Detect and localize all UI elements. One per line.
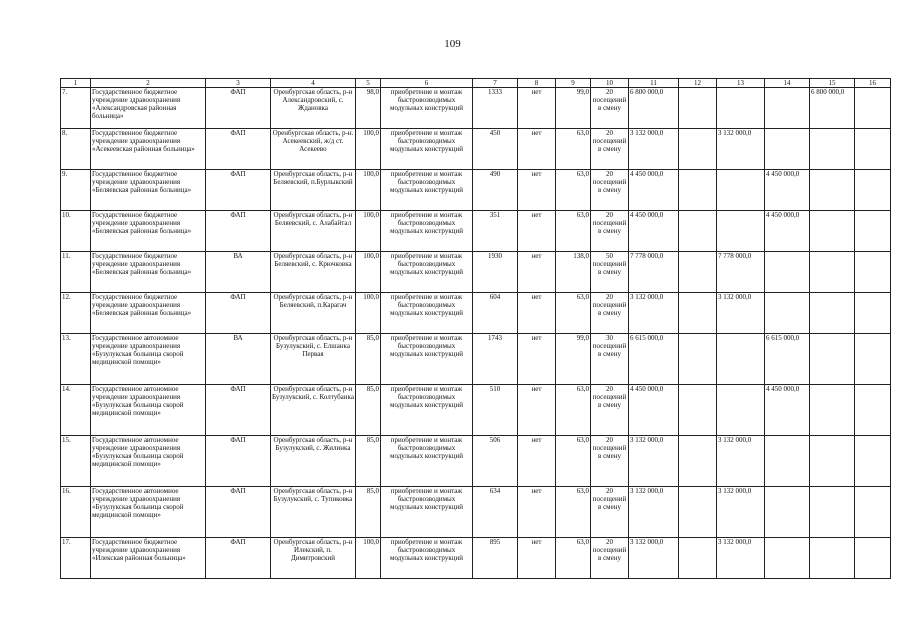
column-number-13: 13 (717, 79, 765, 88)
facility-type-cell: ФАП (206, 88, 271, 129)
col15-amount-cell: 6 800 000,0 (810, 88, 855, 129)
row-number: 16. (61, 487, 91, 538)
col14-amount-cell (765, 436, 810, 487)
address-cell: Оренбургская область, р-н Бузулукский, с. Елшанка Первая (271, 334, 356, 385)
capacity-cell: 20 посещений в смену (591, 487, 629, 538)
table-row (61, 293, 891, 334)
col9-value-cell: 63,0 (556, 293, 591, 334)
organization-cell: Государственное бюджетное учреждение здравоохранения «Беляевская районная больница» (91, 252, 206, 293)
col15-amount-cell (810, 252, 855, 293)
capacity-cell: 20 посещений в смену (591, 129, 629, 170)
col11-amount-cell: 6 800 000,0 (629, 88, 679, 129)
column-number-15: 15 (810, 79, 855, 88)
row-number: 7. (61, 88, 91, 129)
organization-cell: Государственное автономное учреждение здравоохранения «Бузулукская больница скорой медицинской помощи» (91, 487, 206, 538)
col11-amount-cell: 3 132 000,0 (629, 487, 679, 538)
capacity-cell: 20 посещений в смену (591, 293, 629, 334)
col13-amount-cell: 7 778 000,0 (717, 252, 765, 293)
col14-amount-cell (765, 129, 810, 170)
work-type-cell: приобретение и монтаж быстровозводимых модульных конструкций (381, 170, 473, 211)
col9-value-cell: 63,0 (556, 211, 591, 252)
row-number: 12. (61, 293, 91, 334)
organization-cell: Государственное бюджетное учреждение здравоохранения «Беляевская районная больница» (91, 211, 206, 252)
col13-amount-cell: 3 132 000,0 (717, 538, 765, 579)
table-row (61, 252, 891, 293)
table-row (61, 436, 891, 487)
col11-amount-cell: 6 615 000,0 (629, 334, 679, 385)
column-number-5: 5 (356, 79, 381, 88)
col14-amount-cell (765, 252, 810, 293)
capacity-cell: 20 посещений в смену (591, 538, 629, 579)
col5-value-cell: 100,0 (356, 293, 381, 334)
col9-value-cell: 99,0 (556, 88, 591, 129)
table-row (61, 129, 891, 170)
column-number-16: 16 (855, 79, 891, 88)
col11-amount-cell: 3 132 000,0 (629, 293, 679, 334)
table-row (61, 385, 891, 436)
col14-amount-cell (765, 487, 810, 538)
work-type-cell: приобретение и монтаж быстровозводимых модульных конструкций (381, 252, 473, 293)
col9-value-cell: 63,0 (556, 538, 591, 579)
col12-amount-cell (679, 88, 717, 129)
col8-value-cell: нет (518, 170, 556, 211)
col13-amount-cell: 3 132 000,0 (717, 436, 765, 487)
row-number: 9. (61, 170, 91, 211)
col12-amount-cell (679, 385, 717, 436)
col8-value-cell: нет (518, 487, 556, 538)
table-row (61, 170, 891, 211)
col5-value-cell: 100,0 (356, 129, 381, 170)
col9-value-cell: 63,0 (556, 487, 591, 538)
col14-amount-cell (765, 88, 810, 129)
col11-amount-cell: 4 450 000,0 (629, 170, 679, 211)
col8-value-cell: нет (518, 436, 556, 487)
col12-amount-cell (679, 170, 717, 211)
col11-amount-cell: 7 778 000,0 (629, 252, 679, 293)
row-number: 11. (61, 252, 91, 293)
facility-type-cell: ВА (206, 252, 271, 293)
col15-amount-cell (810, 538, 855, 579)
work-type-cell: приобретение и монтаж быстровозводимых модульных конструкций (381, 88, 473, 129)
col7-value-cell: 604 (473, 293, 518, 334)
col5-value-cell: 98,0 (356, 88, 381, 129)
col7-value-cell: 351 (473, 211, 518, 252)
col13-amount-cell (717, 170, 765, 211)
col12-amount-cell (679, 129, 717, 170)
col13-amount-cell: 3 132 000,0 (717, 293, 765, 334)
col7-value-cell: 1930 (473, 252, 518, 293)
address-cell: Оренбургская область, р-н Александровский, с. Ждановка (271, 88, 356, 129)
column-number-8: 8 (518, 79, 556, 88)
facility-type-cell: ФАП (206, 487, 271, 538)
projects-table (60, 78, 891, 579)
address-cell: Оренбургская область, р-н Бузулукский, с. Колтубанка (271, 385, 356, 436)
address-cell: Оренбургская область, р-н Беляевский, с. Крючковка (271, 252, 356, 293)
table-row (61, 211, 891, 252)
col5-value-cell: 100,0 (356, 538, 381, 579)
col12-amount-cell (679, 436, 717, 487)
col8-value-cell: нет (518, 385, 556, 436)
capacity-cell: 20 посещений в смену (591, 88, 629, 129)
work-type-cell: приобретение и монтаж быстровозводимых модульных конструкций (381, 436, 473, 487)
column-number-2: 2 (91, 79, 206, 88)
organization-cell: Государственное бюджетное учреждение здравоохранения «Беляевская районная больница» (91, 170, 206, 211)
work-type-cell: приобретение и монтаж быстровозводимых модульных конструкций (381, 211, 473, 252)
col7-value-cell: 490 (473, 170, 518, 211)
column-number-row (61, 79, 891, 88)
capacity-cell: 50 посещений в смену (591, 252, 629, 293)
col14-amount-cell: 4 450 000,0 (765, 170, 810, 211)
col11-amount-cell: 4 450 000,0 (629, 211, 679, 252)
col15-amount-cell (810, 211, 855, 252)
organization-cell: Государственное бюджетное учреждение здравоохранения «Александровская районная больница» (91, 88, 206, 129)
work-type-cell: приобретение и монтаж быстровозводимых модульных конструкций (381, 487, 473, 538)
col9-value-cell: 138,0 (556, 252, 591, 293)
col9-value-cell: 63,0 (556, 436, 591, 487)
capacity-cell: 20 посещений в смену (591, 436, 629, 487)
column-number-1: 1 (61, 79, 91, 88)
col12-amount-cell (679, 211, 717, 252)
col11-amount-cell: 3 132 000,0 (629, 538, 679, 579)
col11-amount-cell: 4 450 000,0 (629, 385, 679, 436)
column-number-7: 7 (473, 79, 518, 88)
page-number: 109 (444, 38, 461, 50)
col7-value-cell: 634 (473, 487, 518, 538)
col12-amount-cell (679, 334, 717, 385)
col14-amount-cell: 4 450 000,0 (765, 385, 810, 436)
col14-amount-cell: 4 450 000,0 (765, 211, 810, 252)
facility-type-cell: ФАП (206, 538, 271, 579)
table-row (61, 88, 891, 129)
col12-amount-cell (679, 252, 717, 293)
col8-value-cell: нет (518, 334, 556, 385)
col15-amount-cell (810, 487, 855, 538)
column-number-12: 12 (679, 79, 717, 88)
col5-value-cell: 85,0 (356, 334, 381, 385)
facility-type-cell: ФАП (206, 385, 271, 436)
row-number: 14. (61, 385, 91, 436)
col12-amount-cell (679, 487, 717, 538)
row-number: 10. (61, 211, 91, 252)
work-type-cell: приобретение и монтаж быстровозводимых модульных конструкций (381, 385, 473, 436)
column-number-9: 9 (556, 79, 591, 88)
col14-amount-cell: 6 615 000,0 (765, 334, 810, 385)
address-cell: Оренбургская область, р-н Беляевский, с. Алабайтал (271, 211, 356, 252)
column-number-3: 3 (206, 79, 271, 88)
col13-amount-cell: 3 132 000,0 (717, 129, 765, 170)
col5-value-cell: 100,0 (356, 252, 381, 293)
col8-value-cell: нет (518, 129, 556, 170)
organization-cell: Государственное бюджетное учреждение здравоохранения «Илекская районная больница» (91, 538, 206, 579)
col13-amount-cell (717, 334, 765, 385)
table-row (61, 487, 891, 538)
col16-amount-cell (855, 293, 891, 334)
col15-amount-cell (810, 170, 855, 211)
col5-value-cell: 85,0 (356, 487, 381, 538)
facility-type-cell: ФАП (206, 211, 271, 252)
address-cell: Оренбургская область, р-н Бузулукский, с. Жилинка (271, 436, 356, 487)
col5-value-cell: 85,0 (356, 385, 381, 436)
organization-cell: Государственное автономное учреждение здравоохранения «Бузулукская больница скорой медицинской помощи» (91, 385, 206, 436)
col15-amount-cell (810, 293, 855, 334)
col8-value-cell: нет (518, 252, 556, 293)
col8-value-cell: нет (518, 211, 556, 252)
col9-value-cell: 63,0 (556, 170, 591, 211)
col15-amount-cell (810, 129, 855, 170)
organization-cell: Государственное автономное учреждение здравоохранения «Бузулукская больница скорой медицинской помощи» (91, 334, 206, 385)
col12-amount-cell (679, 293, 717, 334)
col5-value-cell: 100,0 (356, 170, 381, 211)
row-number: 8. (61, 129, 91, 170)
facility-type-cell: ФАП (206, 170, 271, 211)
col12-amount-cell (679, 538, 717, 579)
facility-type-cell: ФАП (206, 129, 271, 170)
column-number-14: 14 (765, 79, 810, 88)
organization-cell: Государственное автономное учреждение здравоохранения «Бузулукская больница скорой медицинской помощи» (91, 436, 206, 487)
col7-value-cell: 1333 (473, 88, 518, 129)
capacity-cell: 30 посещений в смену (591, 334, 629, 385)
col16-amount-cell (855, 88, 891, 129)
column-number-11: 11 (629, 79, 679, 88)
work-type-cell: приобретение и монтаж быстровозводимых модульных конструкций (381, 129, 473, 170)
col16-amount-cell (855, 487, 891, 538)
col16-amount-cell (855, 385, 891, 436)
address-cell: Оренбургская область, р-н Бузулукский, с. Тупиковка (271, 487, 356, 538)
col7-value-cell: 506 (473, 436, 518, 487)
facility-type-cell: ФАП (206, 293, 271, 334)
work-type-cell: приобретение и монтаж быстровозводимых модульных конструкций (381, 538, 473, 579)
col7-value-cell: 450 (473, 129, 518, 170)
facility-type-cell: ВА (206, 334, 271, 385)
col15-amount-cell (810, 436, 855, 487)
row-number: 13. (61, 334, 91, 385)
table-row (61, 334, 891, 385)
col11-amount-cell: 3 132 000,0 (629, 436, 679, 487)
work-type-cell: приобретение и монтаж быстровозводимых модульных конструкций (381, 334, 473, 385)
facility-type-cell: ФАП (206, 436, 271, 487)
col15-amount-cell (810, 334, 855, 385)
col9-value-cell: 99,0 (556, 334, 591, 385)
col13-amount-cell (717, 211, 765, 252)
col7-value-cell: 1743 (473, 334, 518, 385)
col7-value-cell: 510 (473, 385, 518, 436)
organization-cell: Государственное бюджетное учреждение здравоохранения «Беляевская районная больница» (91, 293, 206, 334)
col14-amount-cell (765, 538, 810, 579)
capacity-cell: 20 посещений в смену (591, 211, 629, 252)
col15-amount-cell (810, 385, 855, 436)
capacity-cell: 20 посещений в смену (591, 385, 629, 436)
col5-value-cell: 85,0 (356, 436, 381, 487)
address-cell: Оренбургская область, р-н Беляевский, п.Бурлыкский (271, 170, 356, 211)
work-type-cell: приобретение и монтаж быстровозводимых модульных конструкций (381, 293, 473, 334)
table-row (61, 538, 891, 579)
col5-value-cell: 100,0 (356, 211, 381, 252)
col11-amount-cell: 3 132 000,0 (629, 129, 679, 170)
address-cell: Оренбургская область, р-н Беляевский, п.Карагач (271, 293, 356, 334)
row-number: 17. (61, 538, 91, 579)
capacity-cell: 20 посещений в смену (591, 170, 629, 211)
col16-amount-cell (855, 538, 891, 579)
col8-value-cell: нет (518, 293, 556, 334)
col9-value-cell: 63,0 (556, 129, 591, 170)
column-number-4: 4 (271, 79, 356, 88)
col16-amount-cell (855, 170, 891, 211)
col16-amount-cell (855, 252, 891, 293)
col16-amount-cell (855, 334, 891, 385)
address-cell: Оренбургская область, р-н Илекский, п. Димитровский (271, 538, 356, 579)
col8-value-cell: нет (518, 538, 556, 579)
col16-amount-cell (855, 211, 891, 252)
column-number-10: 10 (591, 79, 629, 88)
col16-amount-cell (855, 129, 891, 170)
col13-amount-cell (717, 385, 765, 436)
col8-value-cell: нет (518, 88, 556, 129)
address-cell: Оренбургская область, р-н. Асекеевский, ж/д ст. Асекеево (271, 129, 356, 170)
col13-amount-cell: 3 132 000,0 (717, 487, 765, 538)
row-number: 15. (61, 436, 91, 487)
col13-amount-cell (717, 88, 765, 129)
organization-cell: Государственное бюджетное учреждение здравоохранения «Асекеевская районная больница» (91, 129, 206, 170)
col7-value-cell: 895 (473, 538, 518, 579)
col16-amount-cell (855, 436, 891, 487)
col14-amount-cell (765, 293, 810, 334)
col9-value-cell: 63,0 (556, 385, 591, 436)
column-number-6: 6 (381, 79, 473, 88)
